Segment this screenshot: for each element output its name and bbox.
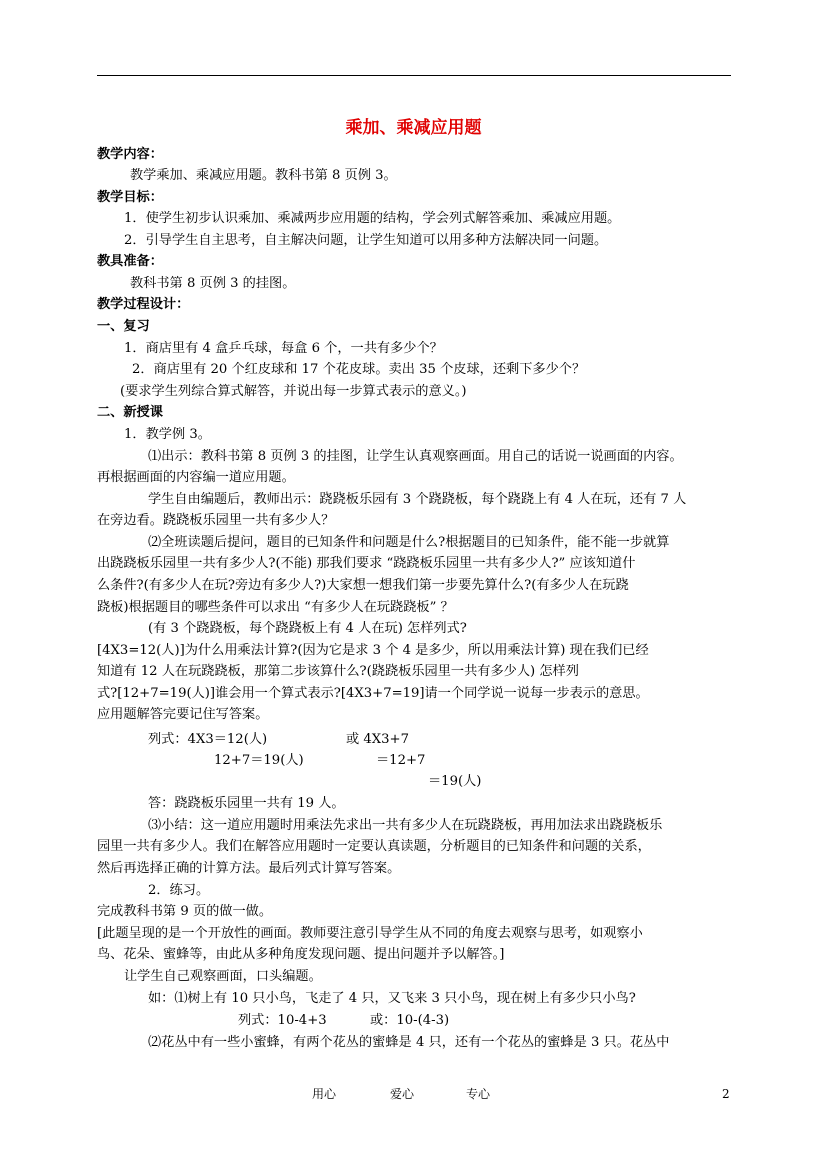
body-line: ⑶小结：这一道应用题时用乘法先求出一共有多少人在玩跷跷板，再用加法求出跷跷板乐 [148,818,663,833]
body-line: 2．引导学生自主思考，自主解决问题，让学生知道可以用多种方法解决同一问题。 [124,233,608,248]
section-heading: 教学目标： [97,190,163,205]
body-line: 跷板)根据题目的哪些条件可以求出 “有多少人在玩跷跷板” ？ [97,600,454,615]
footer-word: 爱心 [390,1087,415,1101]
body-line: ⑵花丛中有一些小蜜蜂，有两个花丛的蜜蜂是 4 只，还有一个花丛的蜜蜂是 3 只。花丛中 [148,1035,670,1050]
body-line: 出跷跷板乐园里一共有多少人?(不能) 那我们要求 “跷跷板乐园里一共有多少人?” 应该知道什 [97,556,636,571]
header-rule [97,75,731,76]
section-heading: 教学过程设计： [97,297,190,312]
body-line: ⑵全班读题后提问，题目的已知条件和问题是什么?根据题目的已知条件，能不能一步就算 [148,535,670,550]
body-line: 学生自由编题后，教师出示：跷跷板乐园有 3 个跷跷板，每个跷跷上有 4 人在玩，还有 7 人 [148,492,687,507]
body-line: 然后再选择正确的计算方法。最后列式计算写答案。 [97,861,401,876]
body-line: 式?[12+7=19(人)]谁会用一个算式表示?[4X3+7=19]请一个同学说一说每一步表示的意思。 [97,686,649,701]
section-heading: 教学内容： [97,147,163,162]
body-line: 知道有 12 人在玩跷跷板，那第二步该算什么?(跷跷板乐园里一共有多少人) 怎样列 [97,664,579,679]
section-heading: 一、复习 [97,319,150,334]
body-line: (有 3 个跷跷板，每个跷跷板上有 4 人在玩) 怎样列式? [148,621,467,636]
body-line: 2．练习。 [148,883,210,898]
body-line: [4X3=12(人)]为什么用乘法计算?(因为它是求 3 个 4 是多少，所以用乘法计算) 现在我们已经 [97,643,649,658]
body-line: 园里一共有多少人。我们在解答应用题时一定要认真读题，分析题目的已知条件和问题的关系， [97,839,651,854]
section-heading: 二、新授课 [97,405,163,420]
body-line: 2．商店里有 20 个红皮球和 17 个花皮球。卖出 35 个皮球，还剩下多少个？ [132,362,586,377]
body-line: 么条件?(有多少人在玩?旁边有多少人?)大家想一想我们第一步要先算什么?(有多少人在玩跷 [97,578,629,593]
body-line: 教学乘加、乘减应用题。教科书第 8 页例 3。 [130,168,397,183]
equation-line: 或 4X3+7 [346,732,409,747]
body-line: [此题呈现的是一个开放性的画面。教师要注意引导学生从不同的角度去观察与思考，如观察小 [97,926,643,941]
body-line: 教科书第 8 页例 3 的挂图。 [130,276,296,291]
body-line: 让学生自己观察画面，口头编题。 [124,969,322,984]
body-line: 应用题解答完要记住写答案。 [97,707,269,722]
body-line: (要求学生列综合算式解答，并说出每一步算式表示的意义。) [120,384,467,399]
body-line: ⑴出示：教科书第 8 页例 3 的挂图，让学生认真观察画面。用自己的话说一说画面的内容。 [148,449,683,464]
body-line: 如：⑴树上有 10 只小鸟，飞走了 4 只，又飞来 3 只小鸟，现在树上有多少只小鸟? [148,991,636,1006]
footer-word: 用心 [312,1087,337,1101]
body-line: 1．商店里有 4 盒乒乓球，每盒 6 个，一共有多少个？ [124,341,443,356]
body-line: 1．教学例 3。 [124,427,211,442]
body-line: 完成教科书第 9 页的做一做。 [97,904,273,919]
equation-line: ＝12+7 [376,753,426,768]
equation-line: ＝19(人) [428,774,482,789]
page-number: 2 [722,1087,730,1101]
equation-line: 列式：10-4+3 [238,1013,327,1028]
body-line: 在旁边看。跷跷板乐园里一共有多少人？ [97,513,335,528]
footer-word: 专心 [466,1087,491,1101]
section-heading: 教具准备： [97,254,163,269]
equation-line: 12+7＝19(人) [214,753,304,768]
document-title: 乘加、乘减应用题 [345,118,482,138]
body-line: 1．使学生初步认识乘加、乘减两步应用题的结构，学会列式解答乘加、乘减应用题。 [124,211,621,226]
equation-line: 列式：4X3＝12(人) [148,732,268,747]
body-line: 答：跷跷板乐园里一共有 19 人。 [148,796,345,811]
equation-line: 或：10-(4-3) [370,1013,450,1028]
body-line: 再根据画面的内容编一道应用题。 [97,470,295,485]
body-line: 鸟、花朵、蜜蜂等，由此从多种角度发现问题、提出问题并予以解答。] [97,947,505,962]
